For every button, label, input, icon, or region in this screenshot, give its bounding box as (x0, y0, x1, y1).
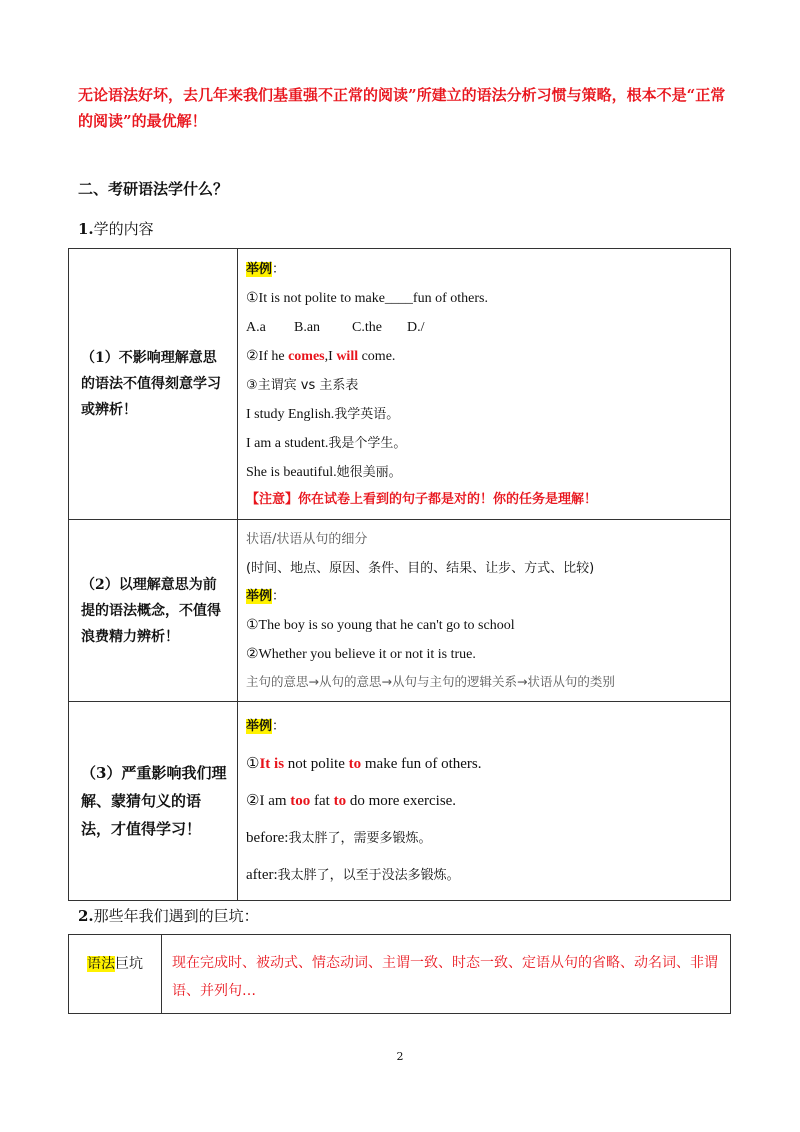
pit-label: 语法巨坑 (69, 935, 162, 1014)
subheading-text: 学的内容 (93, 220, 154, 238)
page-number: 2 (396, 1050, 404, 1063)
sentence-3: She is beautiful.她很美丽。 (246, 465, 402, 480)
row3-content (238, 702, 731, 901)
example-label-line: 举例： (246, 719, 286, 734)
row2-content (238, 520, 731, 702)
adverbial-title: 状语/状语从句的细分 (246, 532, 368, 547)
example-label-line: 举例： (246, 589, 286, 604)
grammar-pits-table (68, 934, 731, 1014)
question-1-options (246, 313, 720, 342)
table-row (69, 249, 731, 520)
example-sentence-1: ①It is not polite to make fun of others. (246, 756, 482, 772)
sentence-1: I study English.我学英语。 (246, 407, 400, 422)
subheading-number: 2. (78, 907, 94, 925)
pit-content: 现在完成时、被动式、情态动词、主谓一致、时态一致、定语从句的省略、动名词、非谓语、并列句… (162, 935, 731, 1014)
option-c: C.the (352, 320, 382, 335)
row3-heading: （3）严重影响我们理解、蒙猜句义的语法，才值得学习！ (69, 702, 238, 901)
question-1: ①It is not polite to make____fun of others. (246, 291, 488, 306)
example-label: 举例 (246, 262, 273, 277)
logic-chain: 主句的意思→从句的意思→从句与主句的逻辑关系→状语从句的类别 (246, 674, 615, 689)
adverbial-kinds: (时间、地点、原因、条件、目的、结果、让步、方式、比较) (246, 561, 595, 576)
grammar-content-table (68, 248, 731, 901)
subheading-text: 那些年我们遇到的巨坑： (93, 907, 259, 925)
note-text: 【注意】你在试卷上看到的句子都是对的！你的任务是理解！ (246, 492, 598, 507)
subheading-content (78, 218, 154, 239)
question-3: ③主谓宾 vs 主系表 (246, 378, 359, 393)
row1-heading: （1）不影响理解意思的语法不值得刻意学习或辨析！ (69, 249, 238, 520)
row2-heading: （2）以理解意思为前提的语法概念，不值得浪费精力辨析！ (69, 520, 238, 702)
subheading-pits (78, 905, 259, 926)
sentence-2: I am a student.我是个学生。 (246, 436, 407, 451)
question-2: ②If he comes,I will come. (246, 349, 396, 364)
example-sentence-2: ②Whether you believe it or not it is true. (246, 647, 476, 662)
option-b: B.an (294, 320, 321, 335)
table-row (69, 935, 731, 1014)
subheading-number: 1. (78, 220, 94, 238)
after-translation: after:我太胖了，以至于没法多锻炼。 (246, 867, 460, 883)
example-sentence-2: ②I am too fat to do more exercise. (246, 793, 457, 809)
example-sentence-1: ①The boy is so young that he can't go to school (246, 618, 515, 633)
option-d: D./ (407, 320, 425, 335)
table-row (69, 520, 731, 702)
example-label: 举例 (246, 589, 273, 604)
section-heading: 二、考研语法学什么？ (78, 180, 229, 198)
table-row (69, 702, 731, 901)
row1-content (238, 249, 731, 520)
option-a: A.a (246, 320, 266, 335)
before-translation: before:我太胖了，需要多锻炼。 (246, 830, 432, 846)
example-label-line: 举例： (246, 262, 286, 277)
intro-paragraph: 无论语法好坏，去几年来我们基重强不正常的阅读”所建立的语法分析习惯与策略，根本不是“正常的阅读”的最优解！ (78, 86, 726, 130)
example-label: 举例 (246, 719, 273, 734)
